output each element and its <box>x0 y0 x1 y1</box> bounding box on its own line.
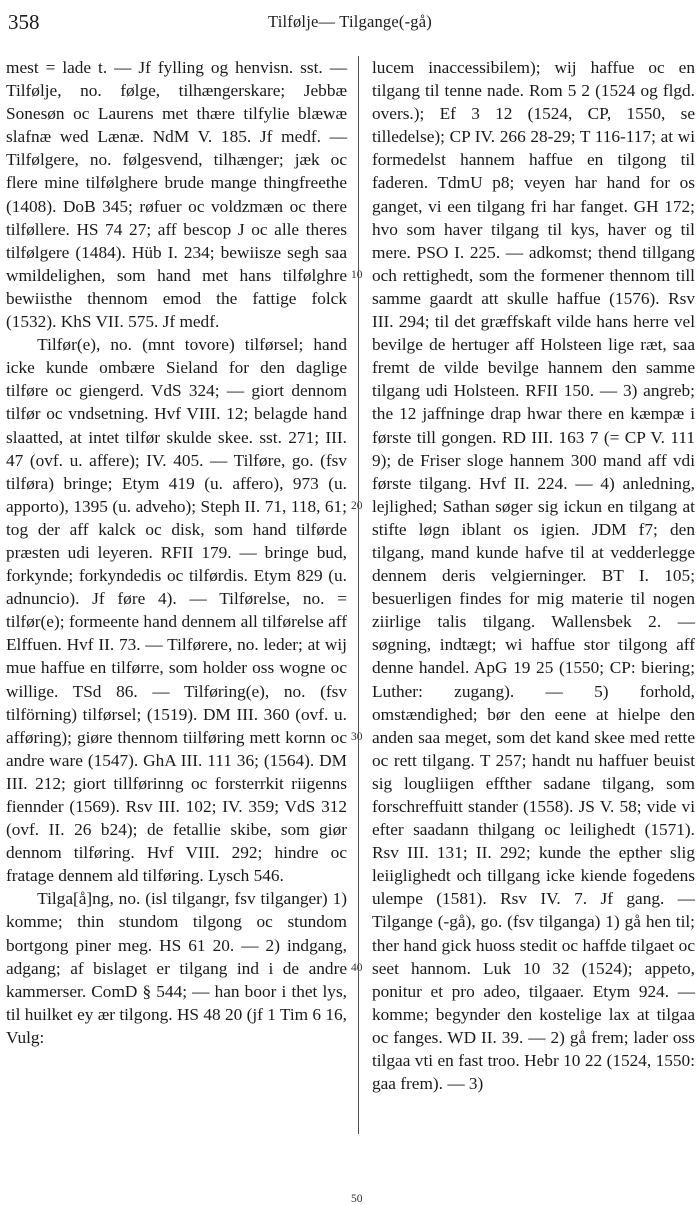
running-head: Tilfølje— Tilgange(-gå) <box>268 12 432 31</box>
right-column <box>372 56 695 1095</box>
line-number: 20 <box>351 499 363 512</box>
paragraph: Tilga[å]ng, no. (isl tilgangr, fsv tilganger) 1) komme; thin stundom tilgong oc stundom bortgong piner meg. HS 61 20. — 2) indgang, adgang; af bislaget er tilgang ind i de andre kammerser. ComD § 544; — han boor i thet lys, til huilket ey ær tilgong. HS 48 20 (jf 1 Tim 6 16, Vulg: <box>6 889 347 1047</box>
paragraph: lucem inaccessibilem); wij haffue oc en tilgang til tenne nade. Rom 5 2 (1524 og flgd. overs.); Ef 3 12 (1524, CP, 1550, se tilledelse); CP IV. 266 28-29; T 116-117; at wi formedelst hannem haffue en tilgong til faderen. TdmU p8; veyen har hand for os ganget, vi een tilgang fri har fanget. GH 172; hvo som haver tilgang til kys, haver og til mere. PSO I. 225. — adkomst; thend tillgang och rettighedt, som the formener thennom till samme gaardt att skulle haffue (1576). Rsv III. 294; til det græffskaft vilde hans herre vel bevilge de hertuger aff Holsteen lige ræt, saa fremt de vilde bevilge hannem den samme tilgang udi Holsteen. RFII 150. — 3) angreb; the 12 jaffninge drap hwar there en kæmpæ i første till gongen. RD III. 163 7 (= CP V. 111 9); de Friser sloge hannem 300 mand aff vdi første tilgang. Hvf II. 224. — 4) anledning, lejlighed; Sathan søger sig ickun en tilgang at stifte løgn iblant os igien. JDM f7; den tilgang, mand kunde hafve til at vedderlegge dennem deris velgierninger. BT I. 105; besuerligen findes for mig materie til nogen ziirlige talis tilgang. Wallensbek 2. — søgning, indtægt; wi haffue stor tilgong aff denne handel. ApG 19 25 (1550; CP: biering; Luther: zugang). — 5) forhold, omstændighed; bør den eene at hielpe den anden saa meget, som det kand skee med rette oc rett tilgang. T 257; handt nu haffuer beuist sig lougliigen effther sadane tilgang, som forschreffuitt stander (1558). JS V. 58; vide vi efter saadann thilgang oc leilighedt (1571). Rsv III. 131; II. 292; kunde the epther slig leiiglighedt och tillgang icke kiende fogedens ulempe (1581). Rsv IV. 7. Jf gang. — Tilgange (-gå), go. (fsv tilganga) 1) gå hen til; ther hand gick huoss stedit oc haffde tilgaet oc seet hannom. Luk 10 32 (1524); appeto, ponitur et pro adeo, tilgaaer. Etym 924. — komme; begynder den kostelige lax at tilgaa oc fanges. WD II. 39. — 2) gå frem; lader oss tilgaa vti en fast troo. Hebr 10 22 (1524, 1550: gaa frem). — 3) <box>372 58 695 1094</box>
line-number: 50 <box>351 1192 363 1205</box>
line-number: 40 <box>351 961 363 974</box>
line-number: 10 <box>351 268 363 281</box>
left-column <box>6 56 347 1049</box>
paragraph: Tilfør(e), no. (mnt tovore) tilførsel; hand icke kunde ombære Sieland for den daglige tilføre oc giengerd. VdS 324; — giort dennom tilfør oc vndsetning. Hvf VIII. 12; belagde hand slaatted, at intet tilfør skulde skee. sst. 271; III. 47 (ovf. u. affere); IV. 405. — Tilføre, go. (fsv tilføra) bringe; Etym 419 (u. affero), 973 (u. apporto), 1395 (u. adveho); Steph II. 71, 118, 61; tog der aff kalck oc disk, som hand tilførde præsten udi leyeren. RFII 179. — bringe bud, forkynde; forkyndedis oc tilførdis. Etym 829 (u. adnuncio). Jf føre 4). — Tilførelse, no. = tilfør(e); formeente hand dennem all tilførelse aff Elffuen. Hvf II. 73. — Tilførere, no. leder; at wij mue haffue en tilførre, som holder oss wogne oc willige. TSd 86. — Tilføring(e), no. (fsv tilförning) tilførsel; (1519). DM III. 360 (ovf. u. afføring); giøre thennom tiilføring mett kornn oc andre ware (1547). GhA III. 111 36; (1564). DM III. 212; giort tillførinng oc forsterrkit riigenns fiennder (1569). Rsv III. 102; IV. 359; VdS 312 (ovf. II. 26 b24); de fetallie skibe, som giør dennom tilføring. Hvf VIII. 292; hindre oc fratage dennem ald tilføring. Lysch 546. <box>6 335 347 886</box>
page-number: 358 <box>8 10 40 34</box>
line-number: 30 <box>351 730 363 743</box>
paragraph: mest = lade t. — Jf fylling og henvisn. sst. — Tilfølje, no. følge, tilhængerskare; Jebbæ Sonesøn oc Laurens met thære tilfylie blæwæ slafnæ wed Lænæ. NdM V. 185. Jf medf. — Tilfølgere, no. følgesvend, tilhænger; jæk oc flere mine tilfølghere brude mange thingfreethe (1408). DoB 345; røfuer oc voldzmæn oc there tilføllere. HS 74 27; aff bescop J oc alle theres tilfølgere (1484). Hüb I. 234; bewiisze segh saa wmildelighen, som hand met hans tilfølghre bewiisthe thennom emod the fattige folck (1532). KhS VII. 575. Jf medf. <box>6 58 347 332</box>
page-header <box>4 8 696 38</box>
